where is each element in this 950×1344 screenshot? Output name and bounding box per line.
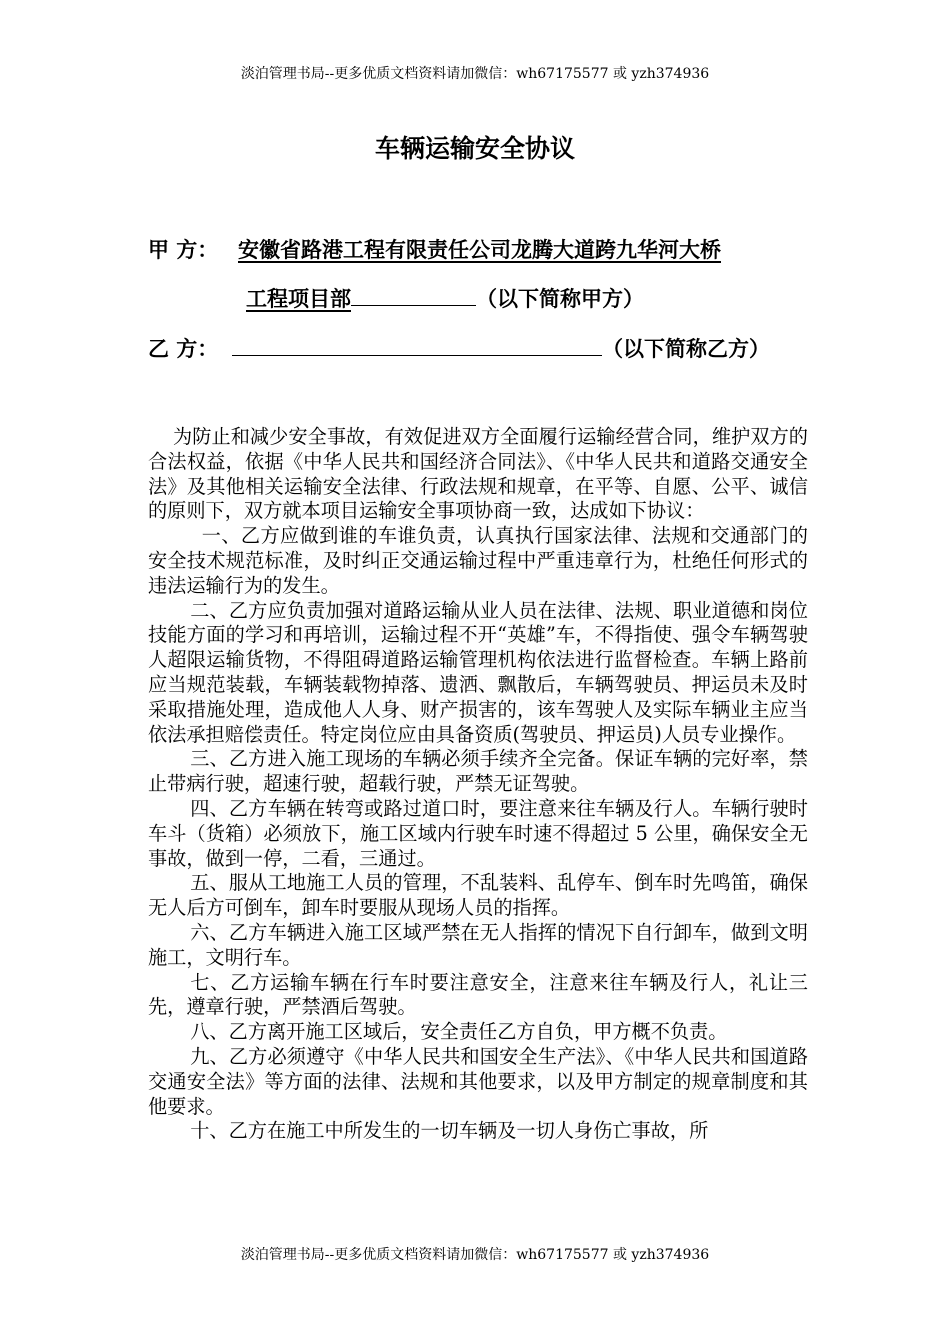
clause-5: 五、服从工地施工人员的管理，不乱装料、乱停车、倒车时先鸣笛，确保无人后方可倒车，卸车时要服从现场人员的指挥。 [148,871,808,920]
clause-1: 一、乙方应做到谁的车谁负责，认真执行国家法律、法规和交通部门的安全技术规范标准，及时纠正交通运输过程中严重违章行为，杜绝任何形式的违法运输行为的发生。 [148,524,808,597]
party-a-name-line1: 安徽省路港工程有限责任公司龙腾大道跨九华河大桥 [238,237,721,262]
party-a-name-line2: 工程项目部 [246,286,351,311]
page-footer: 淡泊管理书局--更多优质文档资料请加微信：wh67175577 或 yzh374936 [240,1247,710,1263]
agreement-body [148,425,808,1144]
party-a-line1 [148,235,721,265]
party-b-note: （以下简称乙方） [602,336,770,361]
party-a-line2 [246,284,644,314]
clause-6: 六、乙方车辆进入施工区域严禁在无人指挥的情况下自行卸车，做到文明施工，文明行车。 [148,920,808,969]
party-b-line [148,334,770,364]
clause-4: 四、乙方车辆在转弯或路过道口时，要注意来往车辆及行人。车辆行驶时车斗（货箱）必须放下，施工区域内行驶车时速不得超过 5 公里，确保安全无事故，做到一停，二看，三通过。 [148,796,808,870]
intro-paragraph: 为防止和减少安全事故，有效促进双方全面履行运输经营合同，维护双方的合法权益，依据《中华人民共和国经济合同法》、《中华人民共和道路交通安全法》及其他相关运输安全法律、行政法规和规章，在平等、自愿、公平、诚信的原则下，双方就本项目运输安全事项协商一致，达成如下协议： [148,425,808,523]
clause-7: 七、乙方运输车辆在行车时要注意安全，注意来往车辆及行人，礼让三先，遵章行驶，严禁酒后驾驶。 [148,970,808,1019]
party-b-name-field [232,335,602,356]
clause-8: 八、乙方离开施工区域后，安全责任乙方自负，甲方概不负责。 [190,1020,728,1044]
party-a-label: 甲 方： [148,237,219,262]
document-title: 车辆运输安全协议 [374,134,575,163]
party-b-label: 乙 方： [148,336,219,361]
clause-2: 二、乙方应负责加强对道路运输从业人员在法律、法规、职业道德和岗位技能方面的学习和再培训，运输过程不开“英雄”车，不得指使、强令车辆驾驶人超限运输货物，不得阻碍道路运输管理机构依法进行监督检查。车辆上路前应当规范装载，车辆装载物掉落、遗洒、飘散后，车辆驾驶员、押运员未及时采取措施处理，造成他人人身、财产损害的，该车驾驶人及实际车辆业主应当依法承担赔偿责任。特定岗位应由具备资质(驾驶员、押运员)人员专业操作。 [148,598,808,746]
party-a-note: （以下简称甲方） [476,286,644,311]
page-header: 淡泊管理书局--更多优质文档资料请加微信：wh67175577 或 yzh374936 [240,66,710,82]
clause-10: 十、乙方在施工中所发生的一切车辆及一切人身伤亡事故，所 [190,1119,709,1143]
clause-9: 九、乙方必须遵守《中华人民共和国安全生产法》、《中华人民共和国道路交通安全法》等方面的法律、法规和其他要求，以及甲方制定的规章制度和其他要求。 [148,1044,808,1118]
party-a-blank-line [351,285,476,306]
clause-3: 三、乙方进入施工现场的车辆必须手续齐全完备。保证车辆的完好率，禁止带病行驶，超速行驶，超载行驶，严禁无证驾驶。 [148,747,808,796]
